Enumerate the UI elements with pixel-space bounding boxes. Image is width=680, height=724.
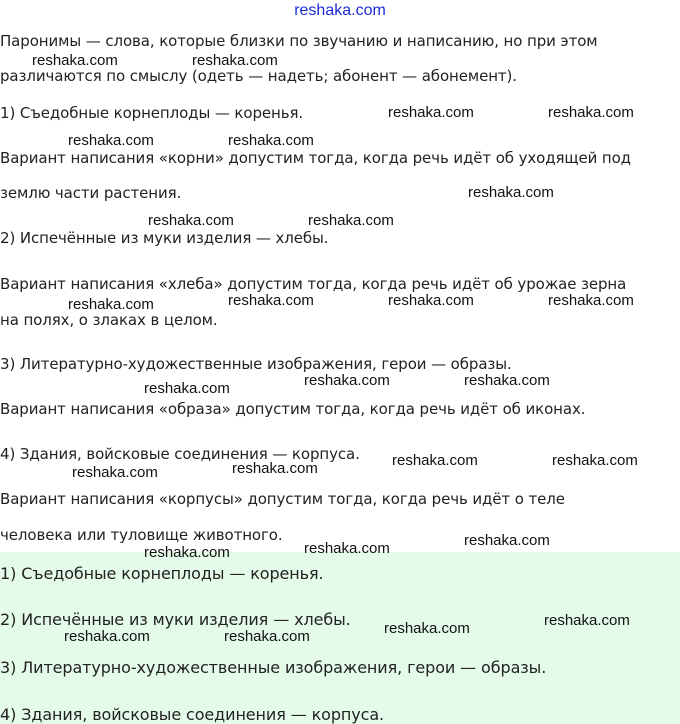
watermark: reshaka.com [308, 212, 394, 229]
item-4-explanation-line-2: человека или туловище животного. [0, 526, 283, 544]
item-3-heading: 3) Литературно-художественные изображения, герои — образы. [0, 355, 512, 373]
watermark: reshaka.com [232, 460, 318, 477]
answer-2: 2) Испечённые из муки изделия — хлебы. [0, 610, 351, 629]
intro-line-2: различаются по смыслу (одеть — надеть; абонент — абонемент). [0, 67, 517, 85]
watermark: reshaka.com [64, 628, 150, 645]
item-2-explanation-line-1: Вариант написания «хлеба» допустим тогда, когда речь идёт об урожае зерна [0, 275, 627, 293]
watermark: reshaka.com [464, 532, 550, 549]
watermark: reshaka.com [468, 184, 554, 201]
watermark: reshaka.com [228, 292, 314, 309]
item-3-explanation-line-1: Вариант написания «образа» допустим тогда, когда речь идёт об иконах. [0, 400, 586, 418]
watermark: reshaka.com [388, 104, 474, 121]
watermark: reshaka.com [144, 380, 230, 397]
item-2-explanation-line-2: на полях, о злаках в целом. [0, 311, 218, 329]
watermark: reshaka.com [388, 292, 474, 309]
site-title[interactable]: reshaka.com [294, 2, 386, 19]
watermark: reshaka.com [304, 540, 390, 557]
watermark: reshaka.com [548, 104, 634, 121]
answer-4: 4) Здания, войсковые соединения — корпуса. [0, 705, 385, 724]
watermark: reshaka.com [548, 292, 634, 309]
watermark: reshaka.com [72, 464, 158, 481]
watermark: reshaka.com [544, 612, 630, 629]
watermark: reshaka.com [32, 52, 118, 69]
item-1-explanation-line-1: Вариант написания «корни» допустим тогда, когда речь идёт об уходящей под [0, 149, 631, 167]
answer-3: 3) Литературно-художественные изображения, герои — образы. [0, 658, 547, 677]
watermark: reshaka.com [68, 296, 154, 313]
watermark: reshaka.com [148, 212, 234, 229]
item-1-explanation-line-2: землю части растения. [0, 184, 182, 202]
watermark: reshaka.com [228, 132, 314, 149]
item-4-explanation-line-1: Вариант написания «корпусы» допустим тогда, когда речь идёт о теле [0, 490, 565, 508]
item-2-heading: 2) Испечённые из муки изделия — хлебы. [0, 229, 329, 247]
watermark: reshaka.com [392, 452, 478, 469]
item-1-heading: 1) Съедобные корнеплоды — коренья. [0, 104, 304, 122]
watermark: reshaka.com [384, 620, 470, 637]
watermark: reshaka.com [552, 452, 638, 469]
answer-1: 1) Съедобные корнеплоды — коренья. [0, 564, 324, 583]
watermark: reshaka.com [68, 132, 154, 149]
watermark: reshaka.com [144, 544, 230, 561]
intro-line-1: Паронимы — слова, которые близки по звучанию и написанию, но при этом [0, 32, 598, 50]
watermark: reshaka.com [464, 372, 550, 389]
watermark: reshaka.com [304, 372, 390, 389]
watermark: reshaka.com [192, 52, 278, 69]
item-4-heading: 4) Здания, войсковые соединения — корпуса. [0, 445, 360, 463]
watermark: reshaka.com [224, 628, 310, 645]
